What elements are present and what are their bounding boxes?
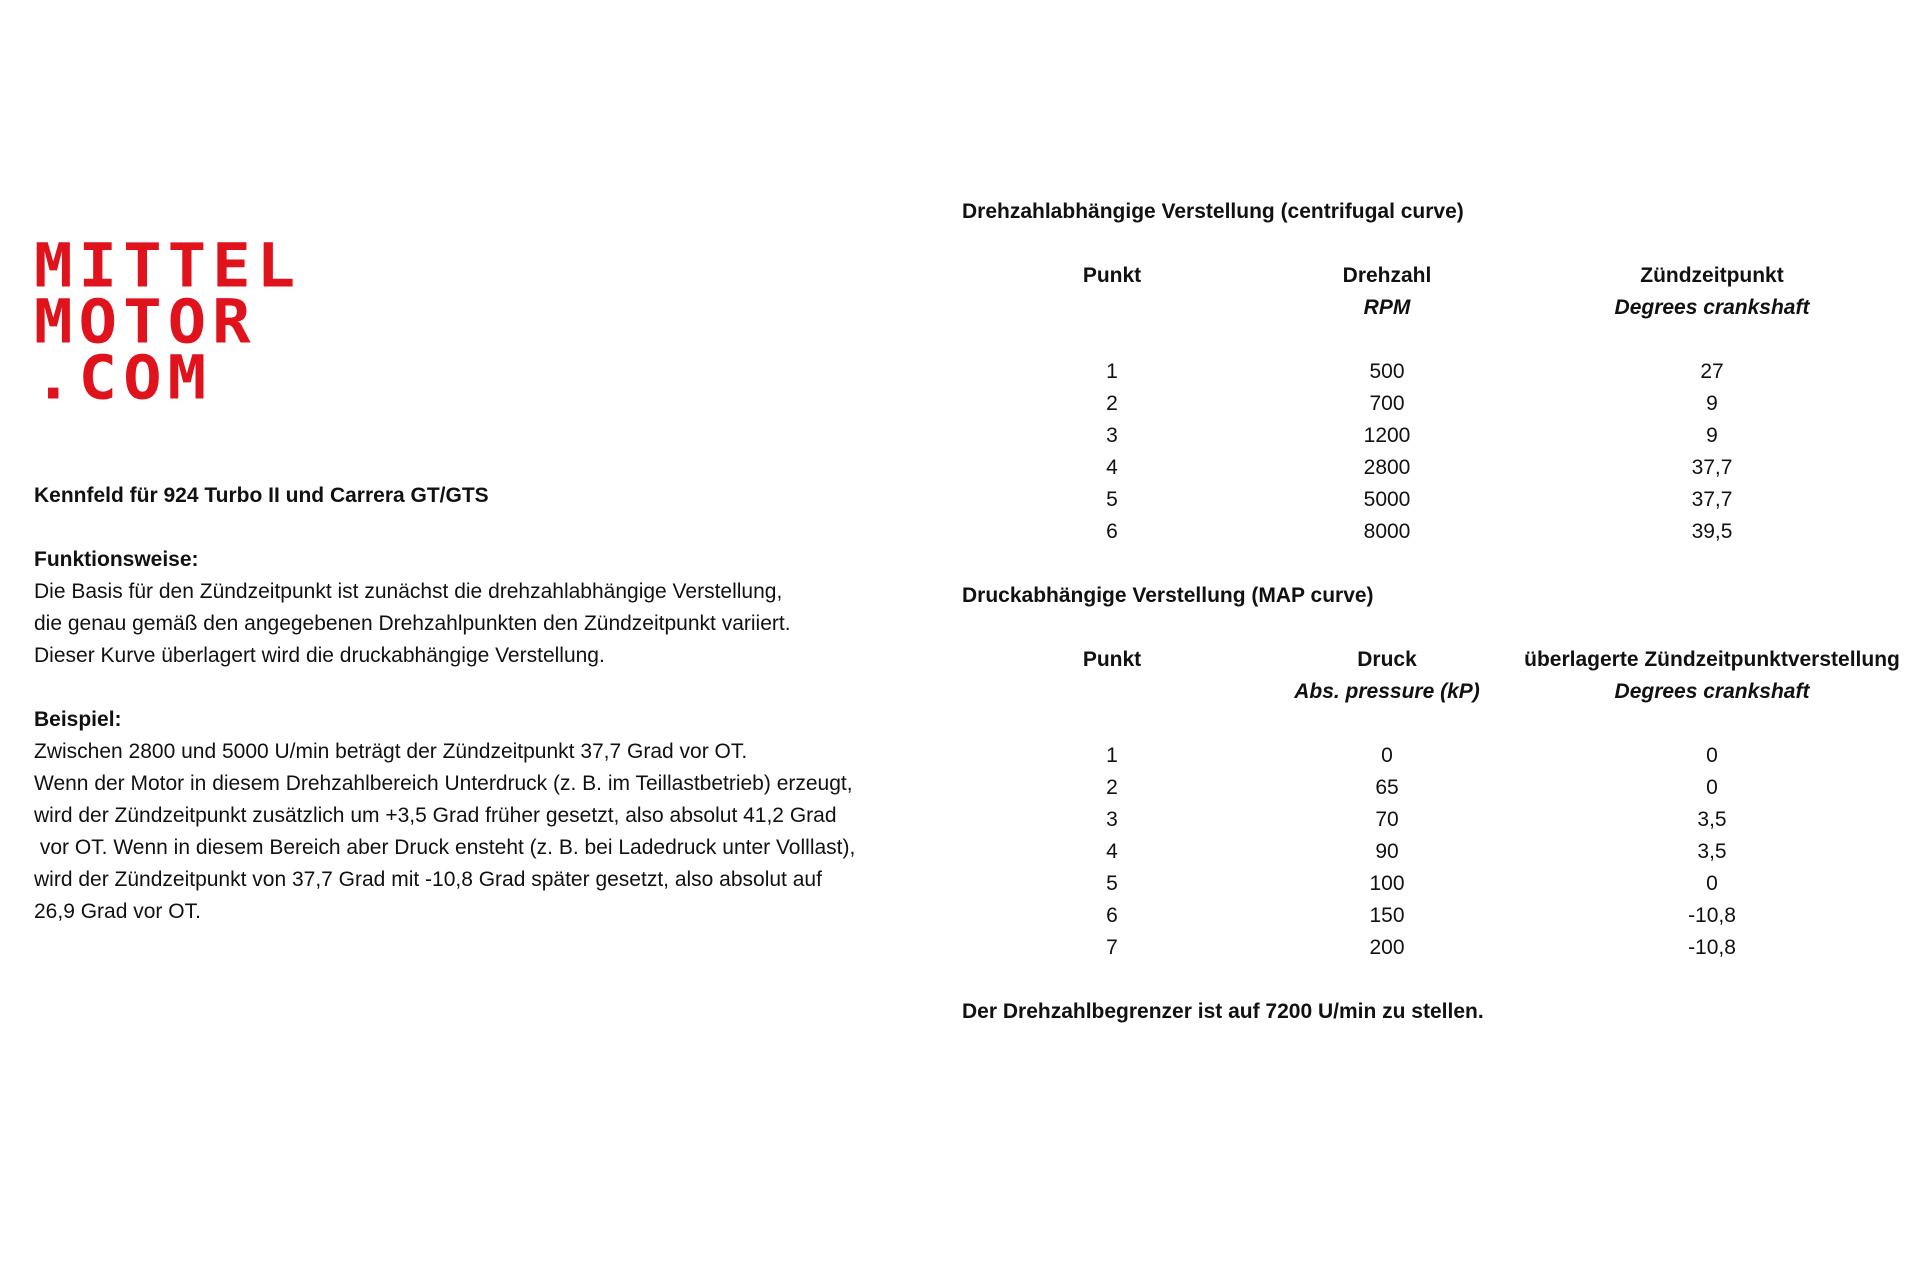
- logo-line-com: .COM: [34, 343, 213, 414]
- table-header-row: [962, 260, 1912, 292]
- column-subheader: Abs. pressure (kP): [1294, 680, 1480, 703]
- punkt-cell: 7: [1106, 936, 1118, 959]
- logo-line-mittel: MITTEL: [34, 231, 302, 302]
- druck-cell: 65: [1375, 776, 1399, 799]
- punkt-cell: 3: [1106, 424, 1118, 447]
- column-subheader: [962, 676, 1262, 708]
- column-header: Drehzahl: [1342, 264, 1432, 287]
- table-row: [962, 452, 1912, 484]
- zuendzeitpunkt-cell: 37,7: [1691, 488, 1733, 511]
- zuendzeitpunkt-cell: 9: [1706, 392, 1718, 415]
- table-row: [962, 804, 1912, 836]
- centrifugal-table: [962, 260, 1912, 548]
- column-subheader: Degrees crankshaft: [1614, 296, 1810, 319]
- column-subheader: RPM: [1363, 296, 1411, 319]
- druck-cell: 150: [1369, 904, 1405, 927]
- beispiel-line: Wenn der Motor in diesem Drehzahlbereich Unterdruck (z. B. im Teillastbetrieb) erzeugt,: [34, 772, 853, 795]
- druck-cell: 0: [1381, 744, 1393, 767]
- beispiel-heading: Beispiel:: [34, 708, 122, 731]
- table-row: [962, 484, 1912, 516]
- punkt-cell: 1: [1106, 744, 1118, 767]
- punkt-cell: 2: [1106, 392, 1118, 415]
- punkt-cell: 1: [1106, 360, 1118, 383]
- punkt-cell: 6: [1106, 904, 1118, 927]
- mittelmotor-logo: [34, 231, 394, 414]
- drehzahl-cell: 1200: [1363, 424, 1411, 447]
- punkt-cell: 4: [1106, 840, 1118, 863]
- table-row: [962, 932, 1912, 964]
- zuendzeitpunkt-cell: 37,7: [1691, 456, 1733, 479]
- table-row: [962, 900, 1912, 932]
- map-table: [962, 644, 1912, 964]
- funktion-heading: Funktionsweise:: [34, 548, 199, 571]
- beispiel-line: wird der Zündzeitpunkt von 37,7 Grad mit -10,8 Grad später gesetzt, also absolut auf: [34, 868, 822, 891]
- beispiel-line: wird der Zündzeitpunkt zusätzlich um +3,5 Grad früher gesetzt, also absolut 41,2 Grad: [34, 804, 837, 827]
- table-row: [962, 772, 1912, 804]
- druck-cell: 200: [1369, 936, 1405, 959]
- table-row: [962, 356, 1912, 388]
- punkt-cell: 5: [1106, 872, 1118, 895]
- description-column: [34, 480, 934, 928]
- document-title: Kennfeld für 924 Turbo II und Carrera GT/GTS: [34, 484, 489, 507]
- punkt-cell: 4: [1106, 456, 1118, 479]
- table-subheader-row: [962, 676, 1912, 708]
- verstellung-cell: -10,8: [1688, 936, 1736, 959]
- column-header: Punkt: [1082, 648, 1142, 671]
- drehzahl-cell: 700: [1369, 392, 1405, 415]
- table-row: [962, 516, 1912, 548]
- curves-column: [962, 196, 1912, 1028]
- beispiel-line: 26,9 Grad vor OT.: [34, 900, 201, 923]
- druck-cell: 100: [1369, 872, 1405, 895]
- centrifugal-title: Drehzahlabhängige Verstellung (centrifugal curve): [962, 200, 1464, 223]
- verstellung-cell: -10,8: [1688, 904, 1736, 927]
- logo-line-motor: MOTOR: [34, 287, 257, 358]
- table-row: [962, 868, 1912, 900]
- table-row: [962, 740, 1912, 772]
- table-header-row: [962, 644, 1912, 676]
- table-subheader-row: [962, 292, 1912, 324]
- table-row: [962, 420, 1912, 452]
- table-row: [962, 388, 1912, 420]
- verstellung-cell: 0: [1706, 872, 1718, 895]
- funktion-line: die genau gemäß den angegebenen Drehzahlpunkten den Zündzeitpunkt variiert.: [34, 612, 791, 635]
- beispiel-line: Zwischen 2800 und 5000 U/min beträgt der Zündzeitpunkt 37,7 Grad vor OT.: [34, 740, 748, 763]
- druck-cell: 90: [1375, 840, 1399, 863]
- zuendzeitpunkt-cell: 27: [1700, 360, 1724, 383]
- column-subheader: Degrees crankshaft: [1614, 680, 1810, 703]
- column-header: Zündzeitpunkt: [1640, 264, 1784, 287]
- column-header: überlagerte Zündzeitpunktverstellung: [1524, 648, 1900, 671]
- column-header: Punkt: [1082, 264, 1142, 287]
- zuendzeitpunkt-cell: 9: [1706, 424, 1718, 447]
- drehzahl-cell: 5000: [1363, 488, 1411, 511]
- funktion-line: Die Basis für den Zündzeitpunkt ist zunächst die drehzahlabhängige Verstellung,: [34, 580, 783, 603]
- drehzahl-cell: 500: [1369, 360, 1405, 383]
- column-header: Druck: [1357, 648, 1417, 671]
- zuendzeitpunkt-cell: 39,5: [1691, 520, 1733, 543]
- funktion-line: Dieser Kurve überlagert wird die druckabhängige Verstellung.: [34, 644, 605, 667]
- drehzahl-cell: 8000: [1363, 520, 1411, 543]
- verstellung-cell: 3,5: [1697, 808, 1727, 831]
- rev-limiter-note: Der Drehzahlbegrenzer ist auf 7200 U/min zu stellen.: [962, 1000, 1484, 1023]
- druck-cell: 70: [1375, 808, 1399, 831]
- drehzahl-cell: 2800: [1363, 456, 1411, 479]
- column-subheader: [962, 292, 1262, 324]
- verstellung-cell: 0: [1706, 776, 1718, 799]
- verstellung-cell: 3,5: [1697, 840, 1727, 863]
- map-title: Druckabhängige Verstellung (MAP curve): [962, 584, 1374, 607]
- beispiel-line: vor OT. Wenn in diesem Bereich aber Druck ensteht (z. B. bei Ladedruck unter Volllast),: [34, 836, 856, 859]
- punkt-cell: 3: [1106, 808, 1118, 831]
- table-row: [962, 836, 1912, 868]
- punkt-cell: 6: [1106, 520, 1118, 543]
- verstellung-cell: 0: [1706, 744, 1718, 767]
- punkt-cell: 2: [1106, 776, 1118, 799]
- punkt-cell: 5: [1106, 488, 1118, 511]
